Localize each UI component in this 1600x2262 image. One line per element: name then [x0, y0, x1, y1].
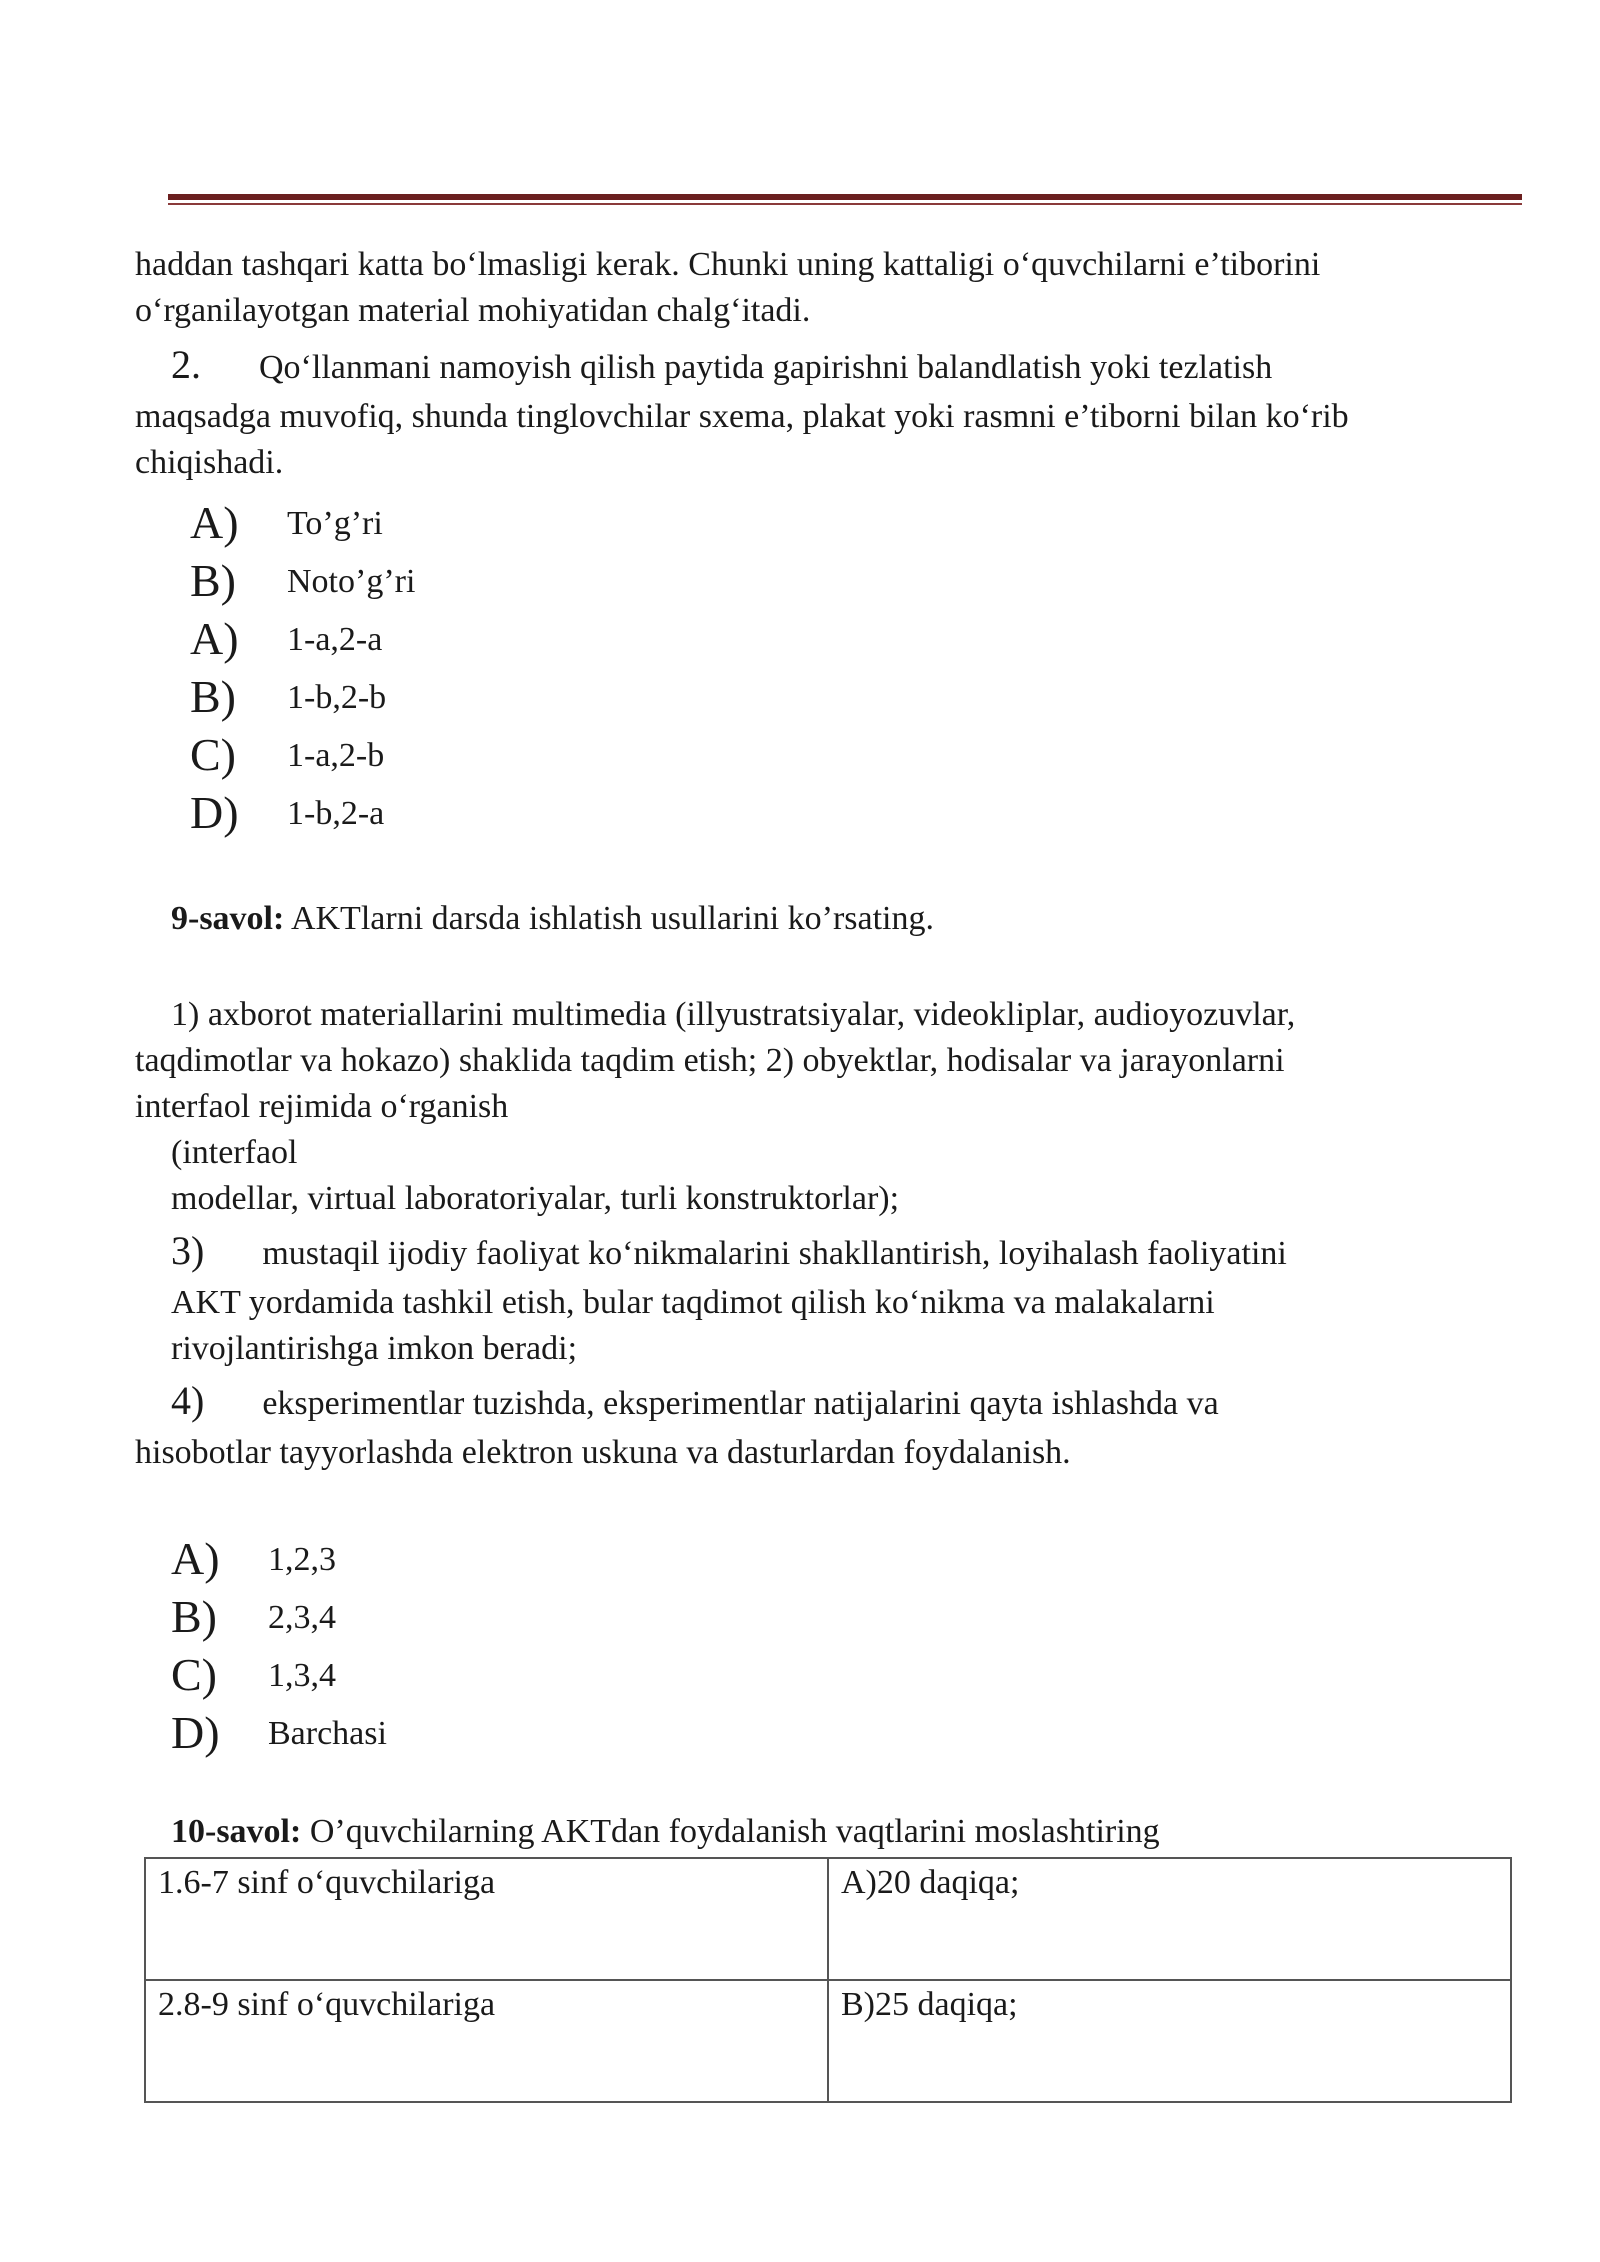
q9-item1-line-5: modellar, virtual laboratoriyalar, turli konstruktorlar);	[171, 1180, 900, 1217]
header-rule-thin	[168, 203, 1522, 205]
option-text: 2,3,4	[268, 1599, 336, 1636]
option-letter: C)	[171, 1649, 217, 1700]
q9-item1-line-1: 1) axborot materiallarini multimedia (illyustratsiyalar, videokliplar, audioyozuvlar,	[171, 996, 1296, 1033]
option-letter: B)	[171, 1591, 217, 1642]
option-letter: B)	[190, 671, 236, 722]
q9-item4-first-line	[171, 1378, 1219, 1427]
option-text: 1-a,2-b	[287, 737, 385, 774]
table-row	[145, 1858, 1511, 1980]
item-number: 3)	[171, 1228, 205, 1273]
option-text: 1,3,4	[268, 1657, 336, 1694]
option-text: Barchasi	[268, 1715, 387, 1752]
intro-line-2: o‘rganilayotgan material mohiyatidan chalg‘itadi.	[135, 292, 811, 329]
q9-item1-line-4: (interfaol	[171, 1134, 298, 1171]
q9-item1-line-3: interfaol rejimida o‘rganish	[135, 1088, 509, 1125]
statement-text: Qo‘llanmani namoyish qilish paytida gapirishni balandlatish yoki tezlatish	[259, 349, 1273, 386]
question-10-heading	[171, 1809, 1160, 1855]
table-cell: B)25 daqiqa;	[828, 1980, 1511, 2102]
statement-2-line-3: chiqishadi.	[135, 444, 284, 481]
option-text: To’g’ri	[287, 505, 383, 542]
intro-line-1: haddan tashqari katta bo‘lmasligi kerak. Chunki uning kattaligi o‘quvchilarni e’tiborini	[135, 246, 1321, 283]
q9-item3-line-2: AKT yordamida tashkil etish, bular taqdimot qilish ko‘nikma va malakalarni	[171, 1284, 1215, 1321]
option-letter: C)	[190, 729, 236, 780]
option-text: 1-b,2-a	[287, 795, 385, 832]
statement-2-first-line	[171, 342, 1272, 391]
table-cell: 1.6-7 sinf o‘quvchilariga	[145, 1858, 828, 1980]
q9-item3-first-line	[171, 1228, 1287, 1277]
option-letter: D)	[190, 787, 239, 838]
option-letter: D)	[171, 1707, 220, 1758]
item-text: mustaqil ijodiy faoliyat ko‘nikmalarini shakllantirish, loyihalash faoliyatini	[262, 1235, 1287, 1272]
question-text: O’quvchilarning AKTdan foydalanish vaqtlarini moslashtiring	[301, 1813, 1160, 1850]
option-text: Noto’g’ri	[287, 563, 416, 600]
table-row	[145, 1980, 1511, 2102]
option-text: 1-a,2-a	[287, 621, 383, 658]
table-cell: A)20 daqiqa;	[828, 1858, 1511, 1980]
question-label: 10-savol:	[171, 1813, 302, 1850]
question-label: 9-savol:	[171, 900, 285, 937]
item-number: 4)	[171, 1378, 205, 1423]
q9-item1-line-2: taqdimotlar va hokazo) shaklida taqdim etish; 2) obyektlar, hodisalar va jarayonlarni	[135, 1042, 1285, 1079]
header-rule	[168, 194, 1522, 200]
item-text: eksperimentlar tuzishda, eksperimentlar natijalarini qayta ishlashda va	[262, 1385, 1219, 1422]
option-letter: B)	[190, 555, 236, 606]
option-text: 1-b,2-b	[287, 679, 387, 716]
question-text: AKTlarni darsda ishlatish usullarini ko’rsating.	[284, 900, 934, 937]
q9-item3-line-3: rivojlantirishga imkon beradi;	[171, 1330, 578, 1367]
option-letter: A)	[190, 613, 239, 664]
option-text: 1,2,3	[268, 1541, 336, 1578]
option-letter: A)	[171, 1533, 220, 1584]
q9-item4-line-2: hisobotlar tayyorlashda elektron uskuna va dasturlardan foydalanish.	[135, 1434, 1071, 1471]
statement-number: 2.	[171, 342, 201, 387]
matching-table	[144, 1857, 1512, 2103]
option-letter: A)	[190, 497, 239, 548]
statement-2-line-2: maqsadga muvofiq, shunda tinglovchilar sxema, plakat yoki rasmni e’tiborni bilan ko‘rib	[135, 398, 1349, 435]
table-cell: 2.8-9 sinf o‘quvchilariga	[145, 1980, 828, 2102]
question-9-heading	[171, 896, 934, 942]
